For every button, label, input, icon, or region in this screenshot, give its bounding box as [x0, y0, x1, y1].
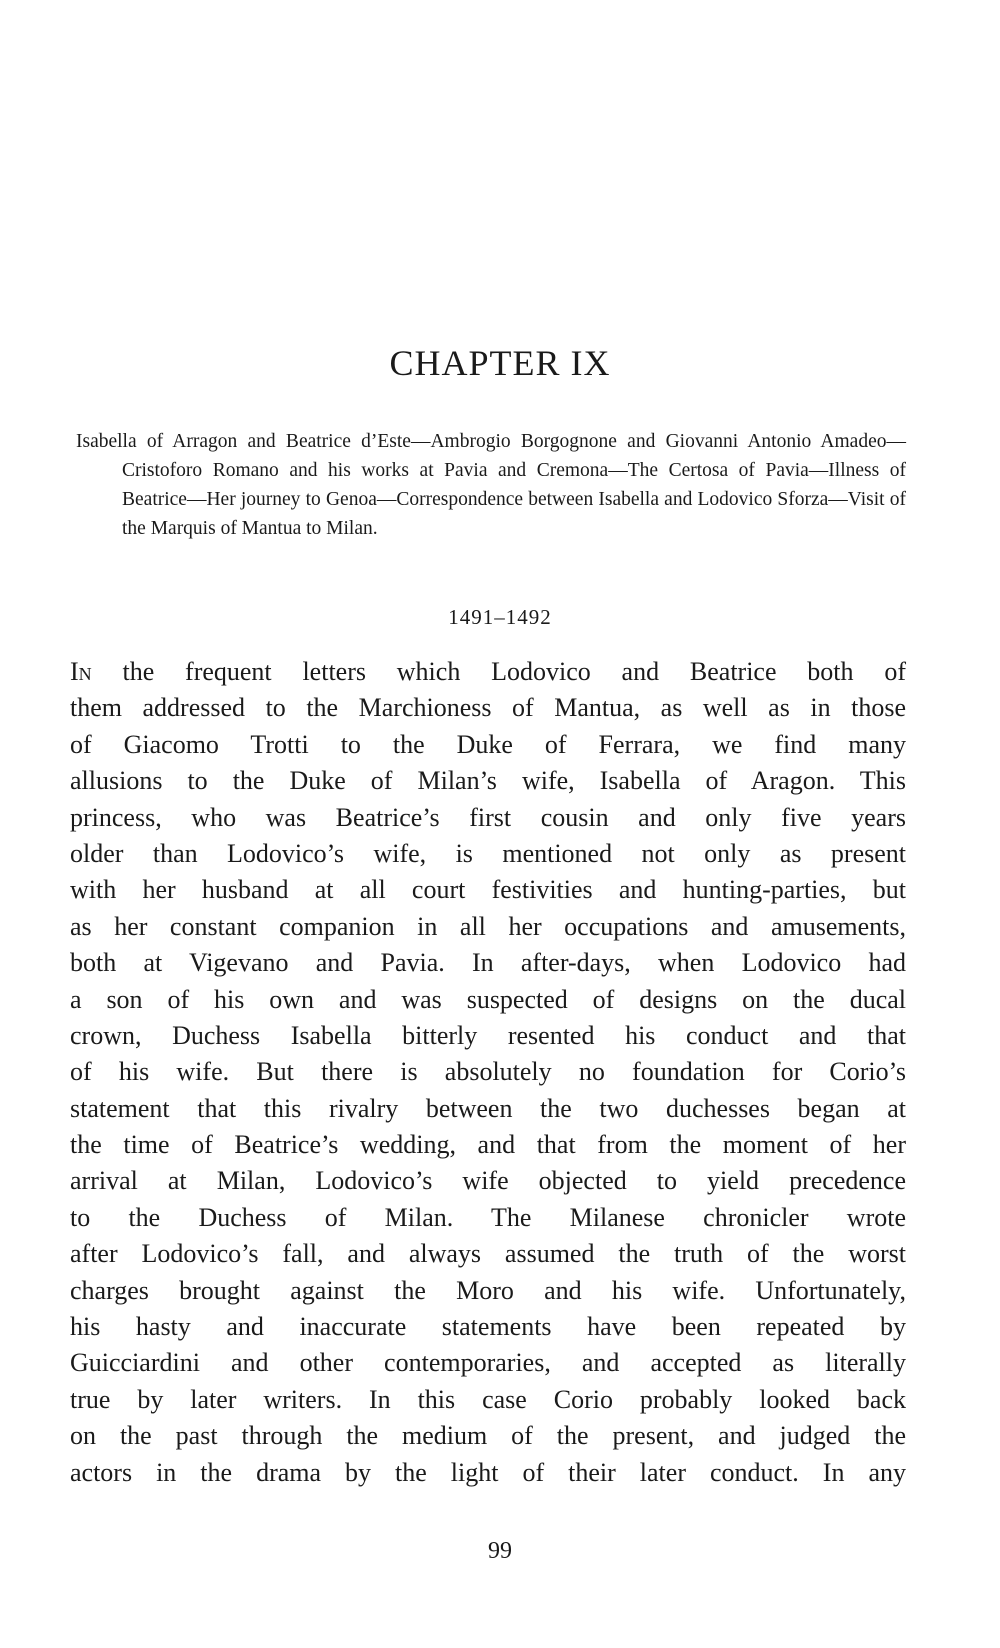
body-line — [70, 1127, 906, 1163]
body-line-text: allusions to the Duke of Milan’s wife, Isabella of Aragon. This — [70, 766, 906, 796]
body-line — [70, 836, 906, 872]
body-line-text: true by later writers. In this case Corio probably looked back — [70, 1384, 906, 1414]
body-line — [70, 1091, 906, 1127]
body-line — [70, 982, 906, 1018]
body-line — [70, 1309, 906, 1345]
body-line — [70, 1455, 906, 1491]
body-line-text: of Giacomo Trotti to the Duke of Ferrara, we find many — [70, 729, 906, 759]
body-line-text: after Lodovico’s fall, and always assumed the truth of the worst — [70, 1239, 906, 1269]
body-line-text: Guicciardini and other contemporaries, and accepted as literally — [70, 1348, 906, 1378]
body-line — [70, 1200, 906, 1236]
body-line — [70, 1163, 906, 1199]
body-line — [70, 1236, 906, 1272]
body-line-text: his hasty and inaccurate statements have been repeated by — [70, 1312, 906, 1342]
body-line — [70, 690, 906, 726]
chapter-synopsis: Isabella of Arragon and Beatrice d’Este—Ambrogio Borgognone and Giovanni Antonio Amadeo—Cristoforo Romano and his works at Pavia and Cremona—The Certosa of Pavia—Illness of Beatrice—Her journey to Genoa—Correspondence between Isabella and Lodovico Sforza—Visit of the Marquis of Mantua to Milan. — [76, 431, 906, 539]
page-number: 99 — [488, 1538, 512, 1564]
body-line — [70, 945, 906, 981]
chapter-years: 1491–1492 — [448, 605, 552, 629]
body-line-text: a son of his own and was suspected of designs on the ducal — [70, 984, 906, 1014]
body-line-text: as her constant companion in all her occupations and amusements, — [70, 911, 906, 941]
body-line-text: statement that this rivalry between the two duchesses began at — [70, 1093, 906, 1123]
body-line-text: them addressed to the Marchioness of Mantua, as well as in those — [70, 693, 906, 723]
body-line-text: with her husband at all court festivities and hunting-parties, but — [70, 875, 906, 905]
body-line — [70, 1054, 906, 1090]
body-line — [70, 654, 906, 690]
body-text — [70, 654, 906, 1491]
body-line-text: actors in the drama by the light of their later conduct. In any — [70, 1457, 906, 1487]
body-line — [70, 872, 906, 908]
body-line-text: the frequent letters which Lodovico and Beatrice both of — [91, 657, 906, 686]
drop-initial: In — [70, 657, 92, 686]
body-line-text: princess, who was Beatrice’s first cousin and only five years — [70, 802, 906, 832]
body-line-text: of his wife. But there is absolutely no foundation for Corio’s — [70, 1057, 906, 1087]
body-line — [70, 1345, 906, 1381]
body-line — [70, 1418, 906, 1454]
body-line — [70, 727, 906, 763]
body-line — [70, 763, 906, 799]
chapter-title: CHAPTER IX — [389, 343, 611, 383]
body-line-text: older than Lodovico’s wife, is mentioned not only as present — [70, 838, 906, 868]
body-line-text: to the Duchess of Milan. The Milanese chronicler wrote — [70, 1202, 906, 1232]
body-line-text: the time of Beatrice’s wedding, and that from the moment of her — [70, 1130, 906, 1160]
body-line — [70, 1382, 906, 1418]
body-line — [70, 800, 906, 836]
body-line — [70, 909, 906, 945]
body-line-text: arrival at Milan, Lodovico’s wife objected to yield precedence — [70, 1166, 906, 1196]
body-line-text: on the past through the medium of the present, and judged the — [70, 1421, 906, 1451]
body-line — [70, 1273, 906, 1309]
body-line — [70, 1018, 906, 1054]
body-line-text: charges brought against the Moro and his wife. Unfortunately, — [70, 1275, 906, 1305]
body-line-text: both at Vigevano and Pavia. In after-days, when Lodovico had — [70, 948, 906, 978]
body-line-text: crown, Duchess Isabella bitterly resented his conduct and that — [70, 1020, 906, 1050]
